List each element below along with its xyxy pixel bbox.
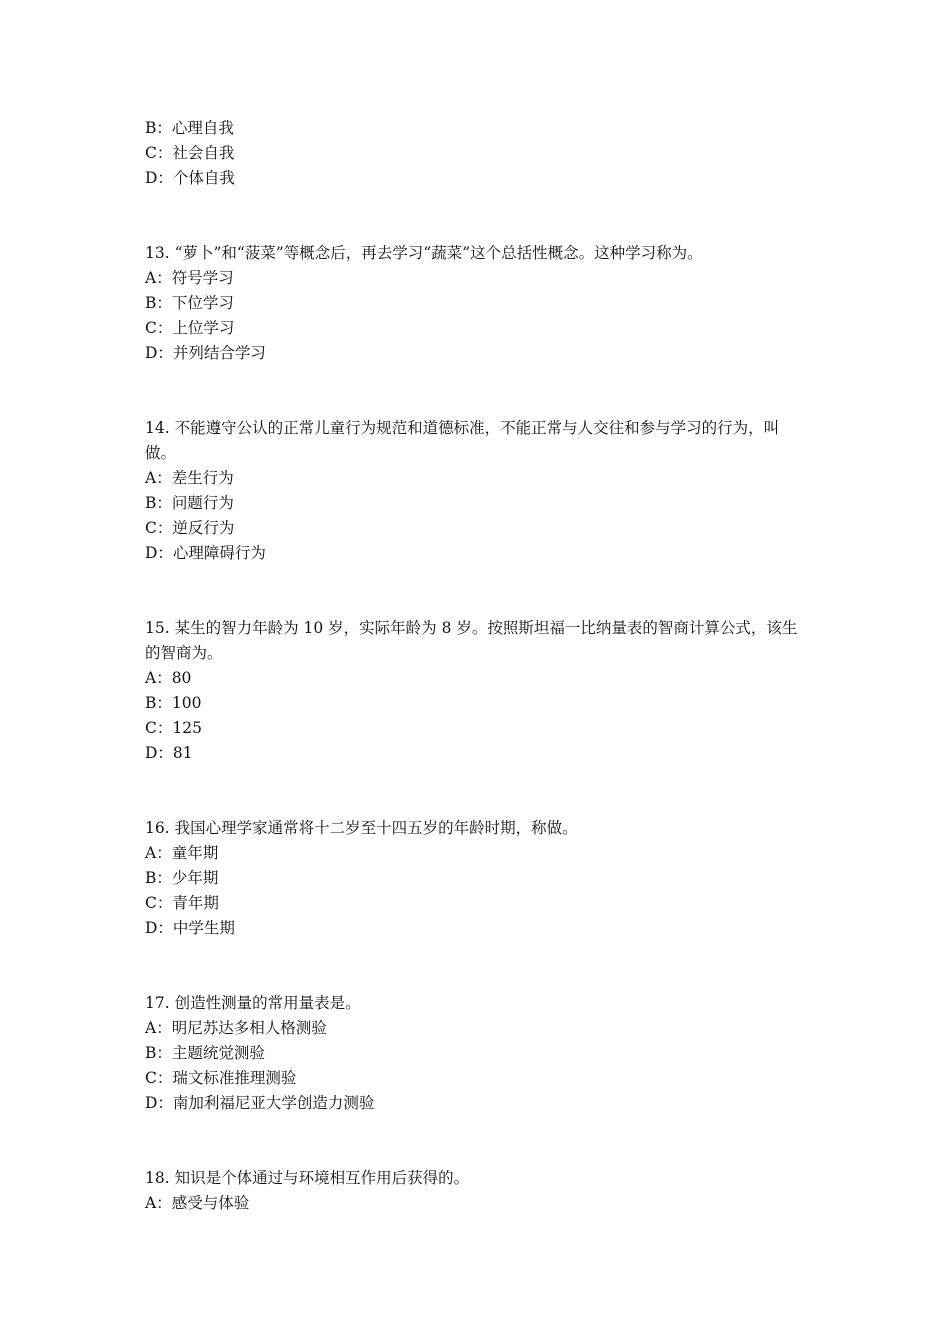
option-b: B：下位学习 bbox=[145, 294, 234, 312]
option-a: A：感受与体验 bbox=[145, 1194, 250, 1212]
question-17 bbox=[145, 991, 815, 1116]
option-a: A：80 bbox=[145, 669, 192, 687]
option-d: D：心理障碍行为 bbox=[145, 544, 266, 562]
question-18 bbox=[145, 1166, 815, 1216]
option-d: D：中学生期 bbox=[145, 919, 235, 937]
question-text: 16. 我国心理学家通常将十二岁至十四五岁的年龄时期，称做。 bbox=[145, 819, 578, 837]
page-content bbox=[145, 116, 815, 1216]
option-c: C：逆反行为 bbox=[145, 519, 235, 537]
question-text: 15. 某生的智力年龄为 10 岁，实际年龄为 8 岁。按照斯坦福一比纳量表的智商计算公式，该生的智商为。 bbox=[145, 619, 798, 662]
question-15 bbox=[145, 616, 815, 766]
option-d: D：并列结合学习 bbox=[145, 344, 266, 362]
option-c: C：瑞文标准推理测验 bbox=[145, 1069, 297, 1087]
question-text: 18. 知识是个体通过与环境相互作用后获得的。 bbox=[145, 1169, 470, 1187]
option-c: C：125 bbox=[145, 719, 202, 737]
question-13 bbox=[145, 241, 815, 366]
option-b: B：心理自我 bbox=[145, 119, 234, 137]
question-text: 17. 创造性测量的常用量表是。 bbox=[145, 994, 361, 1012]
option-b: B：100 bbox=[145, 694, 202, 712]
option-b: B：主题统觉测验 bbox=[145, 1044, 265, 1062]
option-d: D：个体自我 bbox=[145, 169, 235, 187]
option-d: D：南加利福尼亚大学创造力测验 bbox=[145, 1094, 375, 1112]
option-c: C：上位学习 bbox=[145, 319, 235, 337]
question-text: 13. “萝卜”和“菠菜”等概念后，再去学习“蔬菜”这个总括性概念。这种学习称为。 bbox=[145, 244, 703, 262]
option-a: A：童年期 bbox=[145, 844, 219, 862]
question-16 bbox=[145, 816, 815, 941]
option-c: C：青年期 bbox=[145, 894, 219, 912]
option-b: B：少年期 bbox=[145, 869, 219, 887]
option-b: B：问题行为 bbox=[145, 494, 234, 512]
option-d: D：81 bbox=[145, 744, 193, 762]
option-c: C：社会自我 bbox=[145, 144, 235, 162]
option-a: A：符号学习 bbox=[145, 269, 234, 287]
question-fragment-options bbox=[145, 116, 815, 191]
option-a: A：明尼苏达多相人格测验 bbox=[145, 1019, 327, 1037]
question-14 bbox=[145, 416, 815, 566]
option-a: A：差生行为 bbox=[145, 469, 234, 487]
question-text: 14. 不能遵守公认的正常儿童行为规范和道德标准，不能正常与人交往和参与学习的行为，叫做。 bbox=[145, 419, 780, 462]
